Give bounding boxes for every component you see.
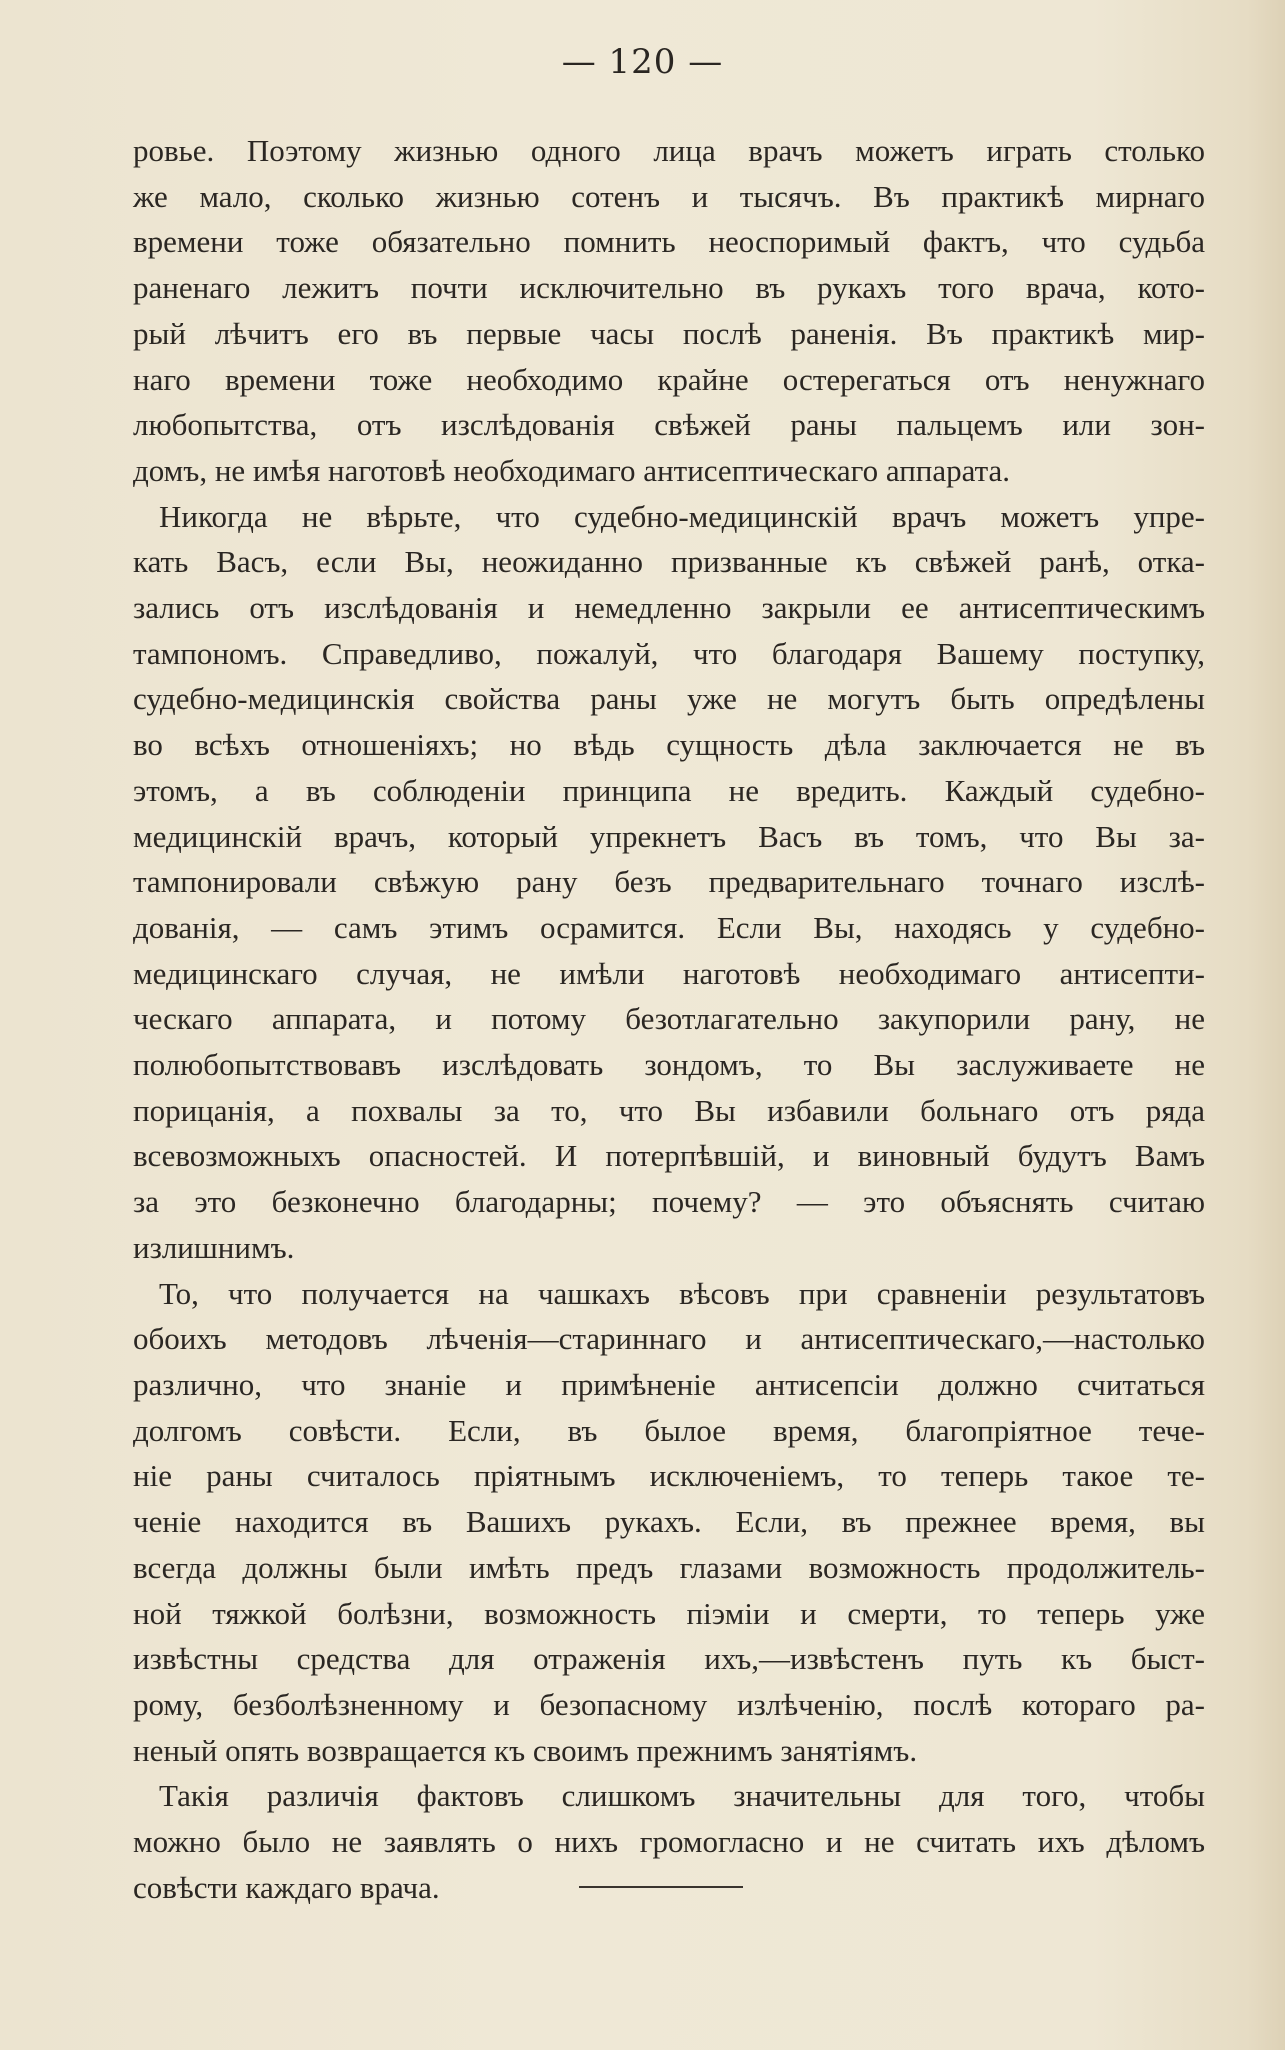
body-text bbox=[133, 128, 1205, 1910]
text-line: за это безконечно благодарны; почему? — это объяснять считаю bbox=[133, 1184, 1205, 1220]
text-line: рый лѣчитъ его въ первые часы послѣ раненія. Въ практикѣ мир- bbox=[133, 315, 1205, 351]
text-line: кать Васъ, если Вы, неожиданно призванные къ свѣжей ранѣ, отка- bbox=[133, 544, 1205, 580]
text-line: То, что получается на чашкахъ вѣсовъ при сравненіи результатовъ bbox=[159, 1275, 1205, 1311]
text-line: рому, безболѣзненному и безопасному излѣченію, послѣ котораго ра- bbox=[133, 1686, 1205, 1722]
text-line: ніе раны считалось пріятнымъ исключеніемъ, то теперь такое те- bbox=[133, 1458, 1205, 1494]
text-line: домъ, не имѣя наготовѣ необходимаго антисептическаго аппарата. bbox=[133, 452, 1011, 488]
text-line: ровье. Поэтому жизнью одного лица врачъ можетъ играть столько bbox=[133, 133, 1205, 168]
text-line: Такія различія фактовъ слишкомъ значительны для того, чтобы bbox=[159, 1778, 1205, 1814]
text-line: этомъ, а въ соблюденіи принципа не вредить. Каждый судебно- bbox=[133, 772, 1205, 808]
text-line: извѣстны средства для отраженія ихъ,—извѣстенъ путь къ быст- bbox=[133, 1641, 1205, 1677]
text-line: обоихъ методовъ лѣченія—стариннаго и антисептическаго,—настолько bbox=[133, 1321, 1205, 1357]
text-line: долгомъ совѣсти. Если, въ былое время, благопріятное тече- bbox=[133, 1412, 1205, 1448]
text-line: тампономъ. Справедливо, пожалуй, что благодаря Вашему поступку, bbox=[133, 635, 1205, 671]
text-line: наго времени тоже необходимо крайне остерегаться отъ ненужнаго bbox=[133, 361, 1205, 397]
text-line: ческаго аппарата, и потому безотлагательно закупорили рану, не bbox=[133, 1001, 1205, 1037]
text-line: неный опять возвращается къ своимъ прежнимъ занятіямъ. bbox=[133, 1732, 918, 1768]
text-line: дованія, — самъ этимъ осрамится. Если Вы, находясь у судебно- bbox=[133, 909, 1205, 945]
paragraph bbox=[133, 1271, 1205, 1774]
text-line: совѣсти каждаго врача. bbox=[133, 1869, 440, 1905]
text-line: порицанія, а похвалы за то, что Вы избавили больнаго отъ ряда bbox=[133, 1092, 1205, 1128]
text-line: времени тоже обязательно помнить неоспоримый фактъ, что судьба bbox=[133, 224, 1205, 260]
text-line: медицинскій врачъ, который упрекнетъ Васъ въ томъ, что Вы за- bbox=[133, 818, 1205, 854]
text-line: Никогда не вѣрьте, что судебно-медицинскій врачъ можетъ упре- bbox=[159, 498, 1205, 534]
text-line: излишнимъ. bbox=[133, 1229, 295, 1265]
text-line: зались отъ изслѣдованія и немедленно закрыли ее антисептическимъ bbox=[133, 590, 1205, 626]
paragraph bbox=[133, 494, 1205, 1271]
text-line: ной тяжкой болѣзни, возможность піэміи и смерти, то теперь уже bbox=[133, 1595, 1205, 1631]
text-line: полюбопытствовавъ изслѣдовать зондомъ, то Вы заслуживаете не bbox=[133, 1047, 1205, 1083]
text-line: всегда должны были имѣть предъ глазами возможность продолжитель- bbox=[133, 1549, 1205, 1585]
text-line: можно было не заявлять о нихъ громогласно и не считать ихъ дѣломъ bbox=[133, 1824, 1205, 1860]
closing-rule bbox=[579, 1886, 743, 1888]
text-line: ченіе находится въ Вашихъ рукахъ. Если, въ прежнее время, вы bbox=[133, 1504, 1205, 1540]
text-line: медицинскаго случая, не имѣли наготовѣ необходимаго антисепти- bbox=[133, 955, 1205, 991]
text-line: во всѣхъ отношеніяхъ; но вѣдь сущность дѣла заключается не въ bbox=[133, 727, 1205, 763]
text-line: тампонировали свѣжую рану безъ предварительнаго точнаго изслѣ- bbox=[133, 864, 1205, 900]
text-line: же мало, сколько жизнью сотенъ и тысячъ. Въ практикѣ мирнаго bbox=[133, 178, 1205, 214]
page-number: — 120 — bbox=[561, 42, 724, 82]
text-line: судебно-медицинскія свойства раны уже не могутъ быть опредѣлены bbox=[133, 681, 1205, 717]
paragraph bbox=[133, 128, 1205, 494]
text-line: раненаго лежитъ почти исключительно въ рукахъ того врача, кото- bbox=[133, 270, 1205, 306]
paragraph bbox=[133, 1773, 1205, 1910]
text-line: различно, что знаніе и примѣненіе антисепсіи должно считаться bbox=[133, 1366, 1205, 1402]
text-line: любопытства, отъ изслѣдованія свѣжей раны пальцемъ или зон- bbox=[133, 407, 1205, 443]
text-line: всевозможныхъ опасностей. И потерпѣвшій, и виновный будутъ Вамъ bbox=[133, 1138, 1205, 1174]
